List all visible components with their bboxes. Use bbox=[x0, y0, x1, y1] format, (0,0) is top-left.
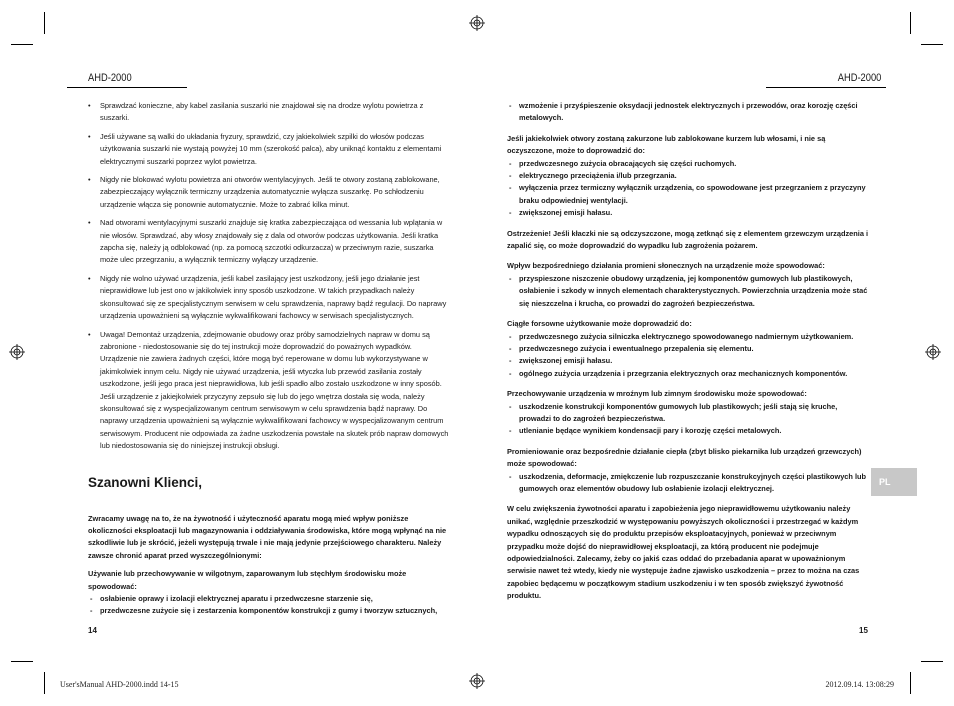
list-item: - ogólnego zużycia urządzenia i przegrzania elektrycznych oraz mechanicznych komponentów. bbox=[507, 368, 869, 380]
warning-block bbox=[507, 228, 869, 253]
page-number: 15 bbox=[859, 626, 868, 635]
list-item: - przedwczesnego zużycia silniczka elektrycznego spowodowanego nadmiernym użytkowaniem. bbox=[507, 331, 869, 343]
list-item: • Nad otworami wentylacyjnymi suszarki znajduje się kratka zabezpieczająca od wessania lub wplątania w nie włosów. Sprawdzać, aby włosy znajdowały się z dala od otworów podczas użytkowania. Jeśli kratka zapcha się, należy ją odblokować (np. za pomocą szczotki odkurzacza) w przeciwnym razie, suszarka może ulec przegrzaniu, a wyłącznik termiczny wyłączy urządzenie. bbox=[88, 217, 450, 267]
registration-mark-icon bbox=[469, 15, 485, 31]
list-item: - elektrycznego przeciążenia i/lub przegrzania. bbox=[507, 170, 869, 182]
block-heading: Promieniowanie oraz bezpośrednie działanie ciepła (zbyt blisko piekarnika lub urządzeń grzewczych) może spowodować: bbox=[507, 446, 862, 469]
list-item: • Nigdy nie blokować wylotu powietrza ani otworów wentylacyjnych. Jeśli te otwory zostaną zablokowane, zabezpieczający wyłącznik termiczny urządzenia automatycznie wyłącza suszarkę. Po schłodzeniu urządzenie włącza się ponownie automatycznie. Może to zabrać kilka minut. bbox=[88, 174, 450, 211]
closing-paragraph: W celu zwiększenia żywotności aparatu i zapobieżenia jego nieprawidłowemu użytkowaniu należy unikać, względnie przeszkodzić w występowaniu powyższych okoliczności i przestrzegać w każdym wypadku odnoszących się do produktu przepisów eksploatacyjnych, ponieważ w przeciwnym przypadku może dojść do nieprawidłowej eksploatacji, za którą producent nie podejmuje odpowiedzialności. Zalecamy, żeby co jakiś czas oddać do przebadania aparat w upoważnionym serwisie nawet też wtedy, kiedy nie występuje żadne zjawisko uszkodzenia – przez to można na czas zapobiec będącemu w początkowym stadium uszkodzeniu i w ten sposób zwiększyć żywotność produktu. bbox=[507, 504, 860, 601]
crop-mark bbox=[11, 44, 33, 45]
registration-mark-icon bbox=[469, 673, 485, 689]
crop-mark bbox=[910, 12, 911, 34]
registration-mark-icon bbox=[9, 344, 25, 360]
list-item: • Nigdy nie wolno używać urządzenia, jeśli kabel zasilający jest uszkodzony, jeśli jego działanie jest nieprawidłowe lub jest ono w jakikolwiek inny sposób uszkodzone. W takich przypadkach należy skonsultować się ze specjalistycznym serwisem w celu sprawdzenia, naprawy bądź regulacji. Do naprawy urządzenia upoważnieni są wyłącznie wykwalifikowani fachowcy w serwisach specjalistycznych. bbox=[88, 273, 450, 323]
block-heading: Wpływ bezpośredniego działania promieni słonecznych na urządzenie może spowodować: bbox=[507, 261, 825, 271]
list-item: - utlenianie będące wynikiem kondensacji pary i korozję części metalowych. bbox=[507, 425, 869, 437]
list-item: - zwiększonej emisji hałasu. bbox=[507, 207, 869, 219]
list-item: • Sprawdzać konieczne, aby kabel zasilania suszarki nie znajdował się na drodze wylotu powietrza z suszarki. bbox=[88, 100, 450, 125]
intro-paragraph: Zwracamy uwagę na to, że na żywotność i użyteczność aparatu mogą mieć wpływ poniższe okoliczności eksploatacji lub magazynowania i oddziaływania środowiska, które mogą wpłynąć na nie szkodliwie lub je skrócić, jeżeli występują trwale i nie mają jedynie przejściowego charakteru. Należy zawsze chronić aparat przed wyszczególnionymi: bbox=[88, 513, 447, 560]
block-heading: Jeśli jakiekolwiek otwory zostaną zakurzone lub zablokowane kurzem lub włosami, i nie są oczyszczone, może to doprowadzić do: bbox=[507, 133, 826, 156]
list-item: - przedwczesne zużycie się i zestarzenia komponentów konstrukcji z gumy i tworzyw sztucznych, bbox=[88, 605, 450, 617]
crop-mark bbox=[44, 12, 45, 34]
section-block bbox=[507, 446, 869, 496]
crop-mark bbox=[44, 672, 45, 694]
crop-mark bbox=[11, 661, 33, 662]
list-item: - przedwczesnego zużycia obracających się części ruchomych. bbox=[507, 158, 869, 170]
crop-mark bbox=[921, 44, 943, 45]
page-number: 14 bbox=[88, 626, 97, 635]
left-page-column bbox=[88, 100, 450, 618]
storage-heading: Używanie lub przechowywanie w wilgotnym, zaparowanym lub stęchłym środowisku może spowodować: bbox=[88, 569, 407, 591]
right-page-column bbox=[507, 100, 869, 611]
block-heading: Ciągłe forsowne użytkowanie może doprowadzić do: bbox=[507, 319, 692, 329]
crop-mark bbox=[910, 672, 911, 694]
list-item: - wzmożenie i przyśpieszenie oksydacji jednostek elektrycznych i przewodów, oraz korozję części metalowych. bbox=[507, 100, 869, 125]
list-item: - zwiększonej emisji hałasu. bbox=[507, 355, 869, 367]
list-item: - osłabienie oprawy i izolacji elektrycznej aparatu i przedwczesne starzenie się, bbox=[88, 593, 450, 605]
crop-mark bbox=[921, 661, 943, 662]
slug-timestamp: 2012.09.14. 13:08:29 bbox=[825, 680, 894, 689]
section-heading: Szanowni Klienci, bbox=[88, 474, 203, 490]
list-item: • Jeśli używane są walki do układania fryzury, sprawdzić, czy jakiekolwiek szpilki do włosów podczas użytkowania suszarki nie wystają powyżej 10 mm (szerokość palca), aby uniknąć kontaktu z elementami elektrycznymi suszarki poprzez wylot powietrza. bbox=[88, 131, 450, 168]
section-block bbox=[507, 318, 869, 380]
right-header-title: AHD-2000 bbox=[837, 72, 881, 84]
list-item: • Uwaga! Demontaż urządzenia, zdejmowanie obudowy oraz próby samodzielnych napraw w domu są zabronione - niedostosowanie się do tej instrukcji może doprowadzić do poważnych wypadków. Urządzenie nie zawiera żadnych części, które mogą być reperowane w domu lub wykorzystywane w jakimkolwiek innym celu. Nigdy nie używać urządzenia, jeśli wtyczka lub przewód zasilania zostały uszkodzone, jeśli jego praca jest nieprawidłowa, lub jeśli spadło albo zostało uszkodzone w inny sposób. Jeśli urządzenie z jakiejkolwiek przyczyny zepsuło się lub do jego wnętrza dostała się woda, należy skonsultować się z wyspecjalizowanym centrum serwisowym w celu sprawdzenia bądź naprawy. Do naprawy urządzenia upoważnieni są wyłącznie wykwalifikowani fachowcy w wyspecjalizowanym centrum serwisowym. Producent nie odpowiada za żadne uszkodzenia powstałe na skutek prób napraw domowych lub niedostosowania się do niniejszej instrukcji obsługi. bbox=[88, 329, 450, 453]
list-item: - uszkodzenia, deformacje, zmiękczenie lub rozpuszczanie konstrukcyjnych części plastikowych lub gumowych oraz elementów obudowy lub osłabienie izolacji elektrycznej. bbox=[507, 471, 869, 496]
left-header-title: AHD-2000 bbox=[88, 72, 132, 84]
list-item: - uszkodzenie konstrukcji komponentów gumowych lub plastikowych; jeśli stają się kruche, prowadzi to do zagrożeń bezpieczeństwa. bbox=[507, 401, 869, 426]
section-block bbox=[507, 133, 869, 220]
registration-mark-icon bbox=[925, 344, 941, 360]
slug-filename: User'sManual AHD-2000.indd 14-15 bbox=[60, 680, 179, 689]
block-heading: Ostrzeżenie! Jeśli kłaczki nie są odczyszczone, mogą zetknąć się z elementem grzewczym urządzenia i zapalić się, co może doprowadzić do wypadku lub zagrożenia pożarem. bbox=[507, 228, 869, 251]
list-item: - wyłączenia przez termiczny wyłącznik urządzenia, co spowodowane jest przegrzaniem z przyczyny braku odpowiedniej wentylacji. bbox=[507, 182, 869, 207]
right-header-rule bbox=[766, 87, 886, 88]
section-block bbox=[507, 388, 869, 438]
block-heading: Przechowywanie urządzenia w mroźnym lub zimnym środowisku może spowodować: bbox=[507, 389, 807, 399]
language-tab: PL bbox=[871, 468, 917, 496]
left-header-rule bbox=[67, 87, 187, 88]
list-item: - przyspieszone niszczenie obudowy urządzenia, jej komponentów gumowych lub plastikowych, osłabienie i szkody w innych elementach charakterystycznych. Powierzchnia urządzenia może stać się nieszczelna i krucha, co prowadzi do zagrożeń bezpieczeństwa. bbox=[507, 273, 869, 310]
list-item: - przedwczesnego zużycia i ewentualnego przepalenia się elementu. bbox=[507, 343, 869, 355]
section-block bbox=[507, 260, 869, 310]
